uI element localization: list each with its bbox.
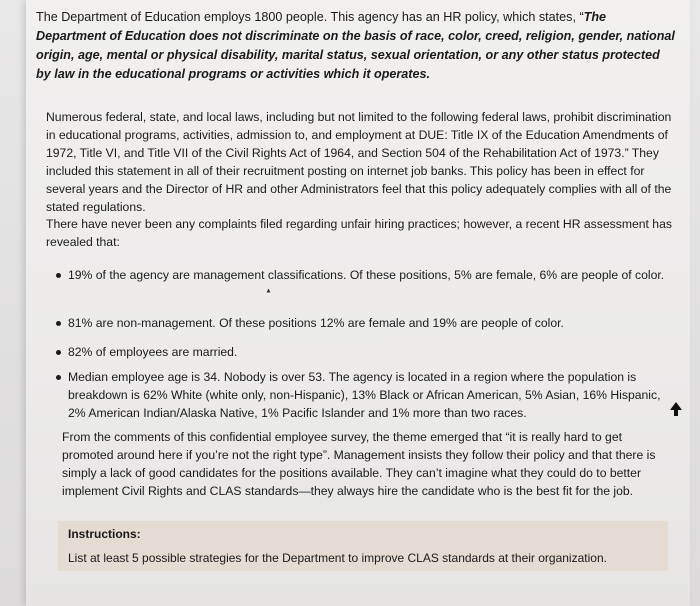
bullet-management: 19% of the agency are management classifications. Of these positions, 5% are female, 6% are people of color. bbox=[54, 266, 678, 284]
assessment-paragraph: There have never been any complaints filed regarding unfair hiring practices; however, a recent HR assessment has revealed that: bbox=[46, 217, 672, 249]
bullet-non-management: 81% are non-management. Of these positions 12% are female and 19% are people of color. bbox=[54, 314, 678, 332]
intro-paragraph bbox=[36, 8, 676, 84]
mouse-cursor-icon bbox=[670, 402, 682, 416]
instructions-box bbox=[58, 521, 668, 571]
bullet-married: 82% of employees are married. bbox=[54, 343, 678, 361]
policy-statement: The Department of Education does not discriminate on the basis of race, color, creed, religion, gender, national origin, age, mental or physical disability, marital status, sexual orientation, or any other status protected by law in the educational programs or activities which it operates. bbox=[36, 10, 675, 81]
survey-paragraph: From the comments of this confidential employee survey, the theme emerged that “it is really hard to get promoted around here if you’re not the right type”. Management insists they follow their policy and that there is simply a lack of good candidates for the positions available. They can’t imagine what they could do to better implement Civil Rights and CLAS standards—they always hire the candidate who is the best fit for the job. bbox=[62, 430, 656, 498]
bullet-age-population: Median employee age is 34. Nobody is over 53. The agency is located in a region where the population is breakdown is 62% White (white only, non-Hispanic), 13% Black or African American, 5% Asian, 16% Hispanic, 2% American Indian/Alaska Native, 1% Pacific Islander and 1% more than two races. bbox=[54, 368, 678, 422]
instructions-text: List at least 5 possible strategies for the Department to improve CLAS standards at their organization. bbox=[68, 551, 607, 565]
instructions-title: Instructions: bbox=[68, 527, 141, 541]
laws-paragraph: Numerous federal, state, and local laws, including but not limited to the following federal laws, prohibit discrimination in educational programs, activities, admission to, and employment at DUE: Title IX of the Education Amendments of 1972, Title VI, and Title VII of the Civil Rights Act of 1964, and Section 504 of the Rehabilitation Act of 1973.” They included this statement in all of their recruitment posting on internet job banks. This policy has been in effect for several years and the Director of HR and other Administrators feel that this policy adequately complies with all of the stated regulations. bbox=[46, 110, 672, 214]
intro-lead: The Department of Education employs 1800 people. This agency has an HR policy, which states, “ bbox=[36, 10, 584, 24]
document-page bbox=[26, 0, 690, 606]
stray-mark-icon bbox=[266, 288, 271, 293]
